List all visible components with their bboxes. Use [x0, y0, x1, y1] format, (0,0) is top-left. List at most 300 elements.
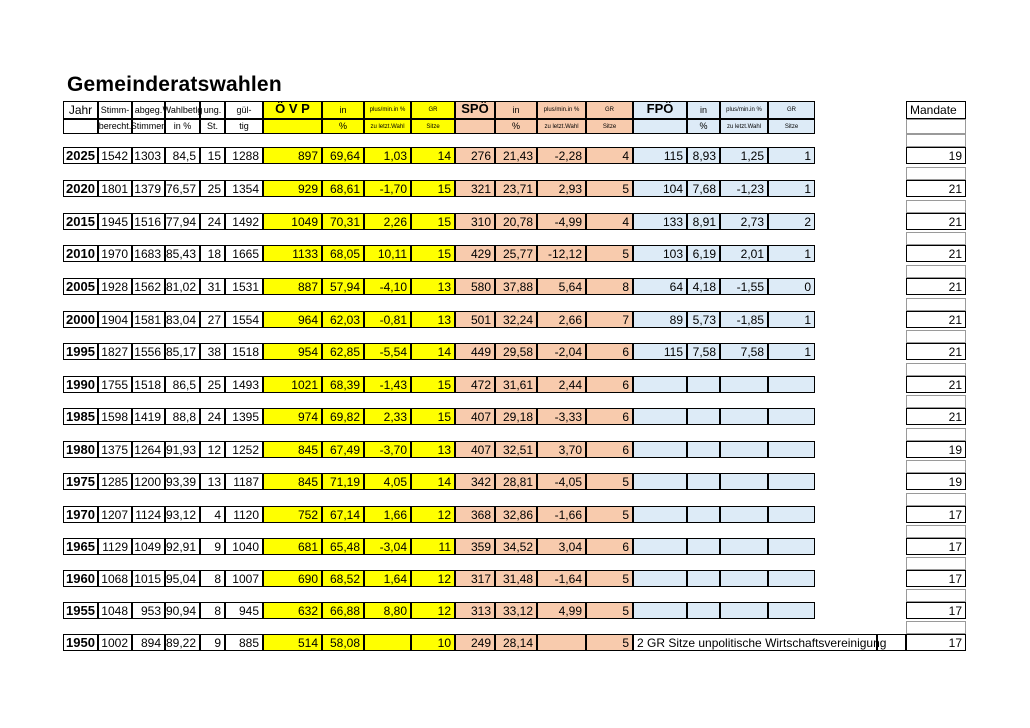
cell-gueltige-stimmen: 1007 [225, 570, 263, 587]
cell-oevp-change: -0,81 [364, 311, 411, 328]
cell-fpoe-change: -1,55 [720, 278, 768, 295]
header-year-sub [63, 119, 98, 134]
cell-spoe-percent: 32,86 [495, 506, 537, 523]
cell-oevp-change: 8,80 [364, 602, 411, 619]
cell-spoe-votes: 580 [455, 278, 495, 295]
cell-spoe-votes: 249 [455, 634, 495, 651]
cell-oevp-seats: 12 [411, 570, 455, 587]
cell-spoe-votes: 313 [455, 602, 495, 619]
cell-year: 1975 [63, 473, 98, 490]
cell-oevp-percent: 68,05 [322, 245, 364, 262]
cell-mandate: 17 [906, 634, 966, 651]
cell-oevp-seats: 14 [411, 343, 455, 360]
cell-mandate: 17 [906, 538, 966, 555]
cell-fpoe-seats [768, 570, 815, 587]
cell-oevp-votes: 954 [263, 343, 322, 360]
cell-oevp-change: 1,03 [364, 147, 411, 164]
cell-year: 2015 [63, 213, 98, 230]
cell-wahlbeteiligung: 88,8 [165, 408, 200, 425]
cell-oevp-seats: 11 [411, 538, 455, 555]
cell-spoe-percent: 25,77 [495, 245, 537, 262]
cell-fpoe-change: -1,23 [720, 180, 768, 197]
cell-year: 1960 [63, 570, 98, 587]
cell-oevp-seats: 14 [411, 147, 455, 164]
cell-fpoe-votes [633, 473, 687, 490]
cell-oevp-percent: 68,52 [322, 570, 364, 587]
cell-abgegebene-stimmen: 1124 [132, 506, 165, 523]
cell-abgegebene-stimmen: 953 [132, 602, 165, 619]
header-oevp-change: plus/min.in % [364, 101, 411, 119]
header-oevp-votes-sub [263, 119, 322, 134]
cell-wahlbeteiligung: 83,04 [165, 311, 200, 328]
cell-mandate: 19 [906, 473, 966, 490]
cell-spoe-percent: 21,43 [495, 147, 537, 164]
cell-gueltige-stimmen: 1492 [225, 213, 263, 230]
cell-abgegebene-stimmen: 1264 [132, 441, 165, 458]
header-oevp-change-sub: zu letzt.Wahl [364, 119, 411, 134]
cell-stimmberechtigte: 1945 [98, 213, 132, 230]
cell-fpoe-percent: 8,93 [687, 147, 720, 164]
cell-oevp-percent: 68,39 [322, 376, 364, 393]
cell-oevp-percent: 71,19 [322, 473, 364, 490]
cell-spoe-seats: 5 [586, 506, 633, 523]
mandate-spacer [906, 621, 966, 634]
cell-fpoe-change [720, 602, 768, 619]
cell-oevp-percent: 58,08 [322, 634, 364, 651]
cell-spoe-votes: 276 [455, 147, 495, 164]
cell-spoe-percent: 23,71 [495, 180, 537, 197]
mandate-spacer [906, 363, 966, 376]
header-spoe-change: plus/min.in % [537, 101, 586, 119]
header-wahlbeteiligung-sub: in % [165, 119, 200, 134]
cell-oevp-seats: 15 [411, 408, 455, 425]
cell-oevp-percent: 62,85 [322, 343, 364, 360]
cell-ungueltige-stimmen: 25 [200, 180, 225, 197]
mandate-spacer [906, 134, 966, 147]
cell-fpoe-votes: 133 [633, 213, 687, 230]
cell-stimmberechtigte: 1285 [98, 473, 132, 490]
cell-ungueltige-stimmen: 9 [200, 538, 225, 555]
cell-spoe-percent: 31,48 [495, 570, 537, 587]
cell-fpoe-seats: 1 [768, 245, 815, 262]
cell-gueltige-stimmen: 1493 [225, 376, 263, 393]
header-fpoe-change-sub: zu letzt.Wahl [720, 119, 768, 134]
mandate-spacer [906, 557, 966, 570]
cell-fpoe-percent [687, 408, 720, 425]
cell-spoe-seats: 5 [586, 473, 633, 490]
cell-oevp-votes: 681 [263, 538, 322, 555]
cell-fpoe-change [720, 441, 768, 458]
cell-fpoe-votes [633, 538, 687, 555]
cell-fpoe-percent [687, 441, 720, 458]
cell-fpoe-votes: 89 [633, 311, 687, 328]
cell-fpoe-change: 7,58 [720, 343, 768, 360]
cell-fpoe-percent: 7,68 [687, 180, 720, 197]
cell-gueltige-stimmen: 1354 [225, 180, 263, 197]
cell-wahlbeteiligung: 95,04 [165, 570, 200, 587]
cell-stimmberechtigte: 1904 [98, 311, 132, 328]
cell-fpoe-percent: 5,73 [687, 311, 720, 328]
cell-oevp-votes: 974 [263, 408, 322, 425]
cell-wahlbeteiligung: 86,5 [165, 376, 200, 393]
mandate-spacer [906, 119, 966, 134]
cell-stimmberechtigte: 1542 [98, 147, 132, 164]
cell-fpoe-seats [768, 441, 815, 458]
cell-oevp-votes: 690 [263, 570, 322, 587]
cell-gueltige-stimmen: 1040 [225, 538, 263, 555]
cell-gueltige-stimmen: 1531 [225, 278, 263, 295]
mandate-spacer [906, 298, 966, 311]
mandate-spacer [906, 265, 966, 278]
mandate-spacer [906, 525, 966, 538]
cell-fpoe-votes [633, 376, 687, 393]
header-fpoe-percent: in [687, 101, 720, 119]
cell-oevp-change: -1,43 [364, 376, 411, 393]
cell-spoe-change: -1,66 [537, 506, 586, 523]
cell-spoe-votes: 472 [455, 376, 495, 393]
header-abgegebene-stimmen: abgeg. [132, 101, 165, 119]
cell-fpoe-percent [687, 570, 720, 587]
cell-year: 2005 [63, 278, 98, 295]
cell-gueltige-stimmen: 1554 [225, 311, 263, 328]
cell-fpoe-percent: 4,18 [687, 278, 720, 295]
cell-wahlbeteiligung: 77,94 [165, 213, 200, 230]
cell-spoe-votes: 310 [455, 213, 495, 230]
cell-wahlbeteiligung: 91,93 [165, 441, 200, 458]
cell-gueltige-stimmen: 1395 [225, 408, 263, 425]
cell-spoe-percent: 20,78 [495, 213, 537, 230]
cell-spoe-change: 3,04 [537, 538, 586, 555]
cell-spoe-votes: 342 [455, 473, 495, 490]
cell-oevp-percent: 62,03 [322, 311, 364, 328]
cell-abgegebene-stimmen: 1379 [132, 180, 165, 197]
cell-spoe-change: -3,33 [537, 408, 586, 425]
cell-oevp-percent: 69,64 [322, 147, 364, 164]
cell-year: 1955 [63, 602, 98, 619]
header-year: Jahr [63, 101, 98, 119]
cell-oevp-percent: 68,61 [322, 180, 364, 197]
header-spoe-seats: GR [586, 101, 633, 119]
cell-fpoe-votes: 104 [633, 180, 687, 197]
cell-fpoe-seats [768, 602, 815, 619]
cell-mandate: 17 [906, 506, 966, 523]
cell-year: 1985 [63, 408, 98, 425]
cell-fpoe-change [720, 538, 768, 555]
cell-fpoe-votes [633, 602, 687, 619]
cell-ungueltige-stimmen: 18 [200, 245, 225, 262]
cell-spoe-change: -2,28 [537, 147, 586, 164]
cell-spoe-seats: 7 [586, 311, 633, 328]
cell-ungueltige-stimmen: 27 [200, 311, 225, 328]
cell-mandate: 21 [906, 343, 966, 360]
mandate-spacer [906, 493, 966, 506]
cell-fpoe-seats: 1 [768, 147, 815, 164]
cell-spoe-seats: 5 [586, 602, 633, 619]
cell-gueltige-stimmen: 945 [225, 602, 263, 619]
cell-oevp-seats: 13 [411, 311, 455, 328]
cell-fpoe-percent: 6,19 [687, 245, 720, 262]
cell-gueltige-stimmen: 1288 [225, 147, 263, 164]
cell-spoe-seats: 6 [586, 538, 633, 555]
cell-ungueltige-stimmen: 25 [200, 376, 225, 393]
cell-ungueltige-stimmen: 9 [200, 634, 225, 651]
cell-oevp-seats: 14 [411, 473, 455, 490]
cell-year: 1965 [63, 538, 98, 555]
cell-abgegebene-stimmen: 1518 [132, 376, 165, 393]
cell-stimmberechtigte: 1048 [98, 602, 132, 619]
cell-oevp-seats: 15 [411, 180, 455, 197]
cell-year: 1995 [63, 343, 98, 360]
cell-spoe-change: 2,44 [537, 376, 586, 393]
cell-spoe-percent: 29,58 [495, 343, 537, 360]
cell-oevp-votes: 1049 [263, 213, 322, 230]
mandate-spacer [906, 330, 966, 343]
cell-spoe-percent: 33,12 [495, 602, 537, 619]
cell-wahlbeteiligung: 93,39 [165, 473, 200, 490]
cell-fpoe-change [720, 376, 768, 393]
cell-oevp-votes: 1021 [263, 376, 322, 393]
cell-mandate: 21 [906, 245, 966, 262]
cell-fpoe-seats [768, 473, 815, 490]
cell-mandate: 21 [906, 408, 966, 425]
cell-fpoe-seats [768, 538, 815, 555]
cell-oevp-percent: 57,94 [322, 278, 364, 295]
mandate-spacer [906, 428, 966, 441]
cell-spoe-change [537, 634, 586, 651]
cell-spoe-seats: 5 [586, 570, 633, 587]
cell-wahlbeteiligung: 90,94 [165, 602, 200, 619]
cell-spoe-change: 2,66 [537, 311, 586, 328]
cell-fpoe-votes [633, 570, 687, 587]
header-fpoe-votes: FPÖ [633, 101, 687, 119]
cell-oevp-seats: 10 [411, 634, 455, 651]
header-wahlbeteiligung: Wahlbetlg [165, 101, 200, 119]
cell-oevp-change: 10,11 [364, 245, 411, 262]
cell-mandate: 17 [906, 602, 966, 619]
cell-spoe-votes: 407 [455, 441, 495, 458]
header-abgegebene-stimmen-sub: Stimmen [132, 119, 165, 134]
cell-year: 1950 [63, 634, 98, 651]
cell-oevp-percent: 67,14 [322, 506, 364, 523]
cell-spoe-change: -2,04 [537, 343, 586, 360]
cell-oevp-votes: 514 [263, 634, 322, 651]
cell-spoe-seats: 5 [586, 634, 633, 651]
cell-fpoe-seats: 1 [768, 180, 815, 197]
cell-gueltige-stimmen: 1120 [225, 506, 263, 523]
cell-spoe-votes: 407 [455, 408, 495, 425]
cell-mandate: 21 [906, 180, 966, 197]
header-oevp-seats-sub: Sitze [411, 119, 455, 134]
cell-spoe-votes: 501 [455, 311, 495, 328]
cell-gueltige-stimmen: 1665 [225, 245, 263, 262]
cell-spoe-percent: 29,18 [495, 408, 537, 425]
cell-oevp-percent: 65,48 [322, 538, 364, 555]
cell-mandate: 21 [906, 278, 966, 295]
header-spoe-percent: in [495, 101, 537, 119]
cell-fpoe-change [720, 506, 768, 523]
cell-ungueltige-stimmen: 12 [200, 441, 225, 458]
cell-oevp-change: 2,33 [364, 408, 411, 425]
cell-oevp-votes: 964 [263, 311, 322, 328]
cell-gueltige-stimmen: 1187 [225, 473, 263, 490]
cell-fpoe-seats [768, 506, 815, 523]
cell-ungueltige-stimmen: 24 [200, 408, 225, 425]
cell-wahlbeteiligung: 84,5 [165, 147, 200, 164]
cell-spoe-seats: 4 [586, 147, 633, 164]
cell-fpoe-seats: 2 [768, 213, 815, 230]
cell-oevp-votes: 897 [263, 147, 322, 164]
header-fpoe-percent-sub: % [687, 119, 720, 134]
cell-spoe-percent: 37,88 [495, 278, 537, 295]
cell-mandate: 21 [906, 376, 966, 393]
cell-fpoe-seats [768, 376, 815, 393]
cell-ungueltige-stimmen: 31 [200, 278, 225, 295]
cell-ungueltige-stimmen: 4 [200, 506, 225, 523]
cell-gueltige-stimmen: 885 [225, 634, 263, 651]
cell-stimmberechtigte: 1375 [98, 441, 132, 458]
cell-oevp-change: 1,66 [364, 506, 411, 523]
cell-fpoe-seats [768, 408, 815, 425]
header-ungueltige-stimmen-sub: St. [200, 119, 225, 134]
cell-fpoe-percent [687, 473, 720, 490]
cell-fpoe-votes: 115 [633, 147, 687, 164]
cell-oevp-change: 4,05 [364, 473, 411, 490]
header-fpoe-change: plus/min.in % [720, 101, 768, 119]
cell-oevp-votes: 632 [263, 602, 322, 619]
cell-abgegebene-stimmen: 1581 [132, 311, 165, 328]
cell-fpoe-percent [687, 376, 720, 393]
cell-fpoe-percent [687, 538, 720, 555]
cell-year: 1980 [63, 441, 98, 458]
cell-mandate: 21 [906, 213, 966, 230]
cell-fpoe-change: 2,01 [720, 245, 768, 262]
cell-spoe-change: -12,12 [537, 245, 586, 262]
cell-stimmberechtigte: 1129 [98, 538, 132, 555]
cell-oevp-seats: 12 [411, 506, 455, 523]
cell-stimmberechtigte: 1002 [98, 634, 132, 651]
cell-oevp-votes: 845 [263, 473, 322, 490]
cell-abgegebene-stimmen: 1200 [132, 473, 165, 490]
note-1950: 2 GR Sitze unpolitische Wirtschaftsvereinigung [633, 634, 877, 651]
header-oevp-votes: Ö V P [263, 101, 322, 119]
cell-spoe-percent: 28,14 [495, 634, 537, 651]
cell-mandate: 19 [906, 147, 966, 164]
cell-spoe-change: -4,05 [537, 473, 586, 490]
cell-year: 2000 [63, 311, 98, 328]
header-oevp-percent-sub: % [322, 119, 364, 134]
cell-abgegebene-stimmen: 1516 [132, 213, 165, 230]
cell-mandate: 21 [906, 311, 966, 328]
cell-spoe-votes: 321 [455, 180, 495, 197]
header-oevp-percent: in [322, 101, 364, 119]
header-spoe-votes-sub [455, 119, 495, 134]
header-spoe-percent-sub: % [495, 119, 537, 134]
cell-spoe-seats: 6 [586, 441, 633, 458]
cell-oevp-change: -4,10 [364, 278, 411, 295]
cell-fpoe-percent: 8,91 [687, 213, 720, 230]
cell-spoe-percent: 31,61 [495, 376, 537, 393]
mandate-spacer [906, 167, 966, 180]
cell-spoe-votes: 359 [455, 538, 495, 555]
cell-oevp-change [364, 634, 411, 651]
cell-spoe-change: 2,93 [537, 180, 586, 197]
cell-abgegebene-stimmen: 1049 [132, 538, 165, 555]
cell-abgegebene-stimmen: 1683 [132, 245, 165, 262]
cell-stimmberechtigte: 1970 [98, 245, 132, 262]
note-spacer [877, 634, 906, 651]
header-spoe-votes: SPÖ [455, 101, 495, 119]
cell-oevp-seats: 15 [411, 245, 455, 262]
header-ungueltige-stimmen: ung. [200, 101, 225, 119]
cell-spoe-seats: 5 [586, 180, 633, 197]
cell-wahlbeteiligung: 85,43 [165, 245, 200, 262]
cell-fpoe-change: 2,73 [720, 213, 768, 230]
cell-mandate: 17 [906, 570, 966, 587]
cell-ungueltige-stimmen: 8 [200, 602, 225, 619]
cell-spoe-percent: 32,24 [495, 311, 537, 328]
cell-wahlbeteiligung: 76,57 [165, 180, 200, 197]
header-stimmberechtigte: Stimm- [98, 101, 132, 119]
cell-fpoe-seats: 1 [768, 311, 815, 328]
header-oevp-seats: GR [411, 101, 455, 119]
mandate-spacer [906, 395, 966, 408]
header-spoe-seats-sub: Sitze [586, 119, 633, 134]
cell-oevp-change: -3,70 [364, 441, 411, 458]
cell-wahlbeteiligung: 89,22 [165, 634, 200, 651]
cell-abgegebene-stimmen: 1015 [132, 570, 165, 587]
cell-year: 2010 [63, 245, 98, 262]
cell-fpoe-percent: 7,58 [687, 343, 720, 360]
cell-spoe-percent: 34,52 [495, 538, 537, 555]
cell-fpoe-votes: 115 [633, 343, 687, 360]
cell-stimmberechtigte: 1068 [98, 570, 132, 587]
cell-fpoe-seats: 0 [768, 278, 815, 295]
cell-fpoe-votes: 103 [633, 245, 687, 262]
cell-oevp-change: -5,54 [364, 343, 411, 360]
cell-oevp-change: 2,26 [364, 213, 411, 230]
cell-spoe-change: 3,70 [537, 441, 586, 458]
cell-oevp-seats: 12 [411, 602, 455, 619]
page-title: Gemeinderatswahlen [67, 73, 282, 96]
cell-abgegebene-stimmen: 894 [132, 634, 165, 651]
cell-fpoe-percent [687, 602, 720, 619]
cell-ungueltige-stimmen: 8 [200, 570, 225, 587]
cell-ungueltige-stimmen: 24 [200, 213, 225, 230]
cell-stimmberechtigte: 1827 [98, 343, 132, 360]
header-gueltige-stimmen-sub: tig [225, 119, 263, 134]
cell-oevp-votes: 752 [263, 506, 322, 523]
mandate-spacer [906, 232, 966, 245]
cell-mandate: 19 [906, 441, 966, 458]
header-stimmberechtigte-sub: berecht. [98, 119, 132, 134]
cell-fpoe-change [720, 473, 768, 490]
cell-stimmberechtigte: 1928 [98, 278, 132, 295]
mandate-spacer [906, 200, 966, 213]
cell-abgegebene-stimmen: 1419 [132, 408, 165, 425]
header-fpoe-votes-sub [633, 119, 687, 134]
mandate-spacer [906, 589, 966, 602]
cell-ungueltige-stimmen: 38 [200, 343, 225, 360]
cell-fpoe-change: 1,25 [720, 147, 768, 164]
cell-ungueltige-stimmen: 13 [200, 473, 225, 490]
cell-spoe-votes: 429 [455, 245, 495, 262]
cell-spoe-change: 4,99 [537, 602, 586, 619]
cell-fpoe-change [720, 408, 768, 425]
cell-wahlbeteiligung: 93,12 [165, 506, 200, 523]
cell-oevp-seats: 15 [411, 376, 455, 393]
cell-oevp-change: 1,64 [364, 570, 411, 587]
cell-abgegebene-stimmen: 1556 [132, 343, 165, 360]
